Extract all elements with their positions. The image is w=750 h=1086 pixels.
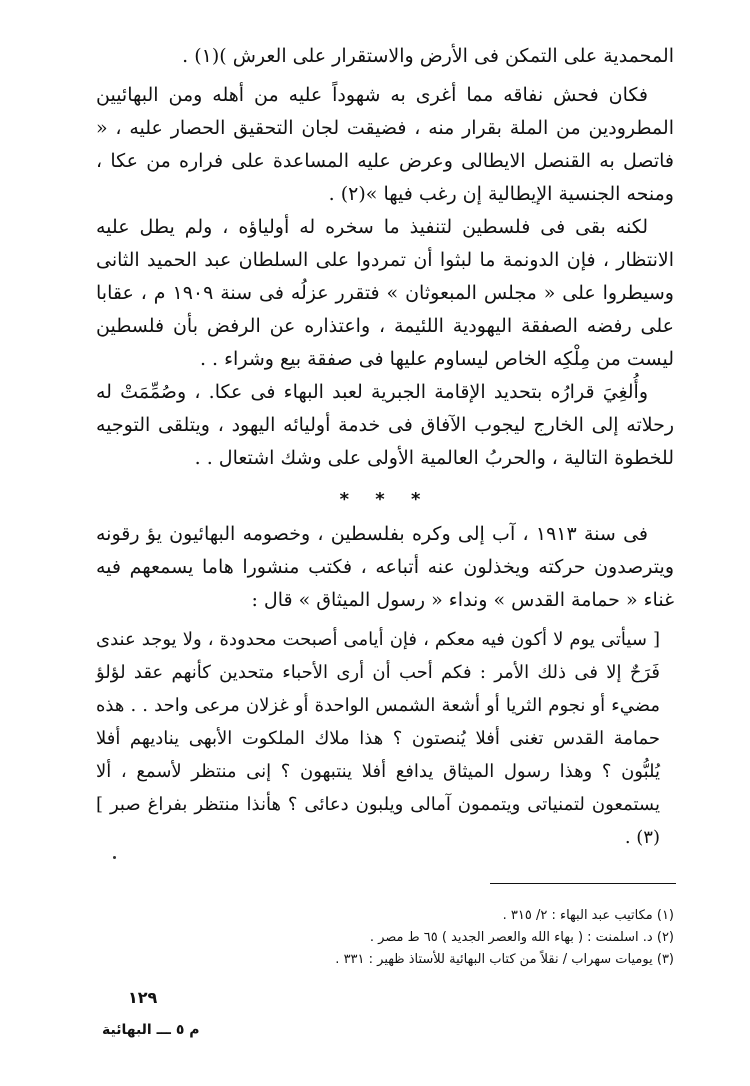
stray-dot [113,856,116,859]
paragraph-3: لكنه بقى فى فلسطين لتنفيذ ما سخره له أولياؤه ، ولم يطل عليه الانتظار ، فإن الدونمة ما لبثوا أن تمردوا على السلطان عبد الحميد الثانى وسيطروا على « مجلس المبعوثان » فتقرر عزلُه فى سنة ١٩٠٩ م ، عقابا على رفضه الصفقة اليهودية اللئيمة ، واعتذاره عن الرفض بأن فلسطين ليست من مِلْكِه الخاص ليساوم عليها فى صفقة بيع وشراء . . [96,216,674,370]
quoted-passage: [ سيأتى يوم لا أكون فيه معكم ، فإن أيامى أصبحت محدودة ، ولا يوجد عندى فَرَحٌ إلا فى ذلك الأمر : فكم أحب أن أرى الأحباء متحدين كأنهم عقد لؤلؤ مضيء أو نجوم الثريا أو أشعة الشمس الواحدة أو غزلان مرعى واحد . . هذه حمامة القدس تغنى أفلا يُنصتون ؟ هذا ملاك الملكوت الأبهى يناديهم أفلا يُلبُّون ؟ وهذا رسول الميثاق يدافع أفلا ينتبهون ؟ إنى منتظر لأسمع ، ألا يستمعون لتمنياتى ويتممون آمالى ويلبون دعائى ؟ هأنذا منتظر بفراغ صبر ](٣) . [96,629,660,848]
footnote-2: (٢) د. اسلمنت : ( بهاء الله والعصر الجديد ) ٦٥ ط مصر . [369,930,674,945]
paragraph-1: المحمدية على التمكن فى الأرض والاستقرار على العرش )(١) . [182,45,674,67]
footnote-divider [490,883,676,884]
paragraph-4: وأُلغِيَ قرارُه بتحديد الإقامة الجبرية لعبد البهاء فى عكا. ، وصُمِّمَتْ له رحلاته إلى الخارج ليجوب الآفاق فى خدمة أوليائه اليهود ، ويتلقى التوجيه للخطوة التالية ، والحربُ العالمية الأولى على وشك اشتعال . . [96,381,674,469]
page-body [96,40,674,854]
signature-mark: م ٥ ـــ البهائية [102,1022,200,1038]
paragraph-5: فى سنة ١٩١٣ ، آب إلى وكره بفلسطين ، وخصومه البهائيون يؤ رقونه ويترصدون حركته ويخذلون عنه أتباعه ، فكتب منشورا هاما يسمعهم فيه غناء « حمامة القدس » ونداء « رسول الميثاق » قال : [96,523,674,611]
footnote-1: (١) مكاتيب عبد البهاء : ٢/ ٣١٥ . [502,908,674,923]
footnotes [180,905,674,971]
section-separator: * * * [339,489,431,510]
paragraph-2: فكان فحش نفاقه مما أغرى به شهوداً عليه من أهله ومن البهائيين المطرودين من الملة بقرار منه ، فضيقت لجان التحقيق الحصار عليه ، « فاتصل به القنصل الايطالى وعرض عليه المساعدة على فراره من عكا ، ومنحه الجنسية الإيطالية إن رغب فيها »(٢) . [96,84,674,205]
footnote-3: (٣) يوميات سهراب / نقلاً من كتاب البهائية للأستاذ ظهير : ٣٣١ . [335,952,674,967]
page-number: ١٢٩ [128,988,158,1007]
